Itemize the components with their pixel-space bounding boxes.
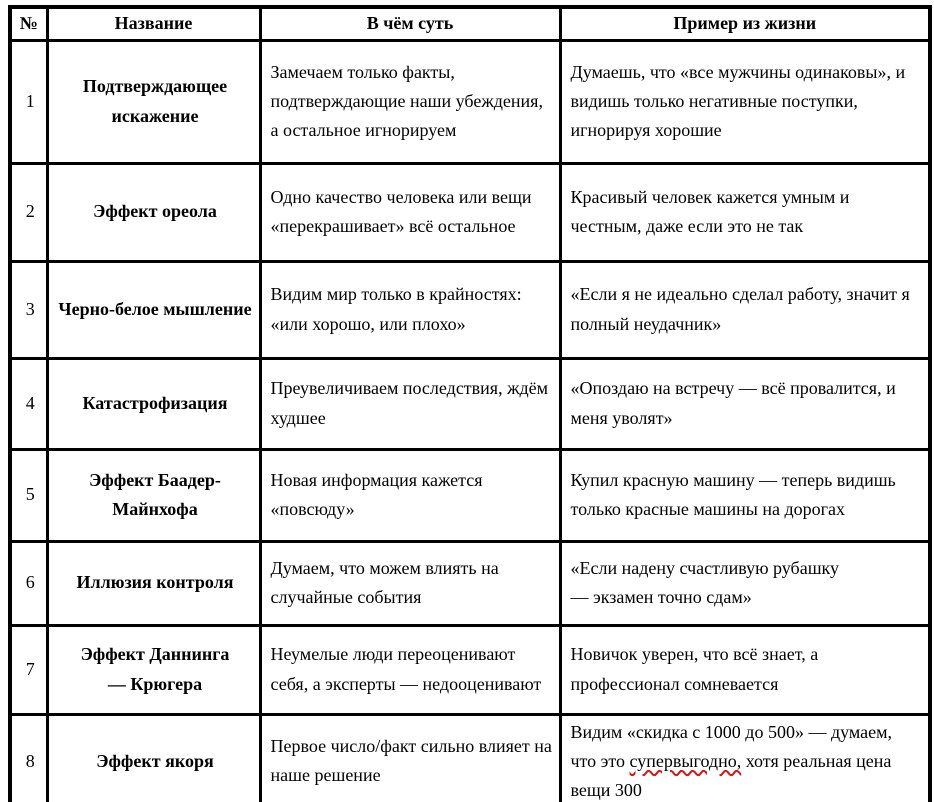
header-essence: В чём суть (260, 7, 560, 40)
header-num: № (10, 7, 47, 40)
bias-example-cell: Думаешь, что «все мужчины одинаковы», и видишь только негативные поступки, игнорируя хорошие (560, 40, 930, 163)
table-header-row (10, 7, 930, 40)
table-row (10, 449, 930, 541)
bias-name-cell: Эффект якоря (47, 714, 260, 802)
bias-essence-cell: Первое число/факт сильно влияет на наше решение (260, 714, 560, 802)
row-number-cell: 3 (10, 261, 47, 358)
bias-example-cell: «Если надену счастливую рубашку — экзамен точно сдам» (560, 541, 930, 625)
row-number-cell: 4 (10, 358, 47, 449)
bias-example-cell (560, 714, 930, 802)
row-number-cell: 5 (10, 449, 47, 541)
table-row (10, 163, 930, 261)
bias-name-cell: Иллюзия контроля (47, 541, 260, 625)
bias-example-cell: Купил красную машину — теперь видишь только красные машины на дорогах (560, 449, 930, 541)
bias-essence-cell: Одно качество человека или вещи «перекрашивает» всё остальное (260, 163, 560, 261)
table-row (10, 541, 930, 625)
bias-name-cell: Эффект ореола (47, 163, 260, 261)
bias-name-cell: Подтверждающее искажение (47, 40, 260, 163)
row-number-cell: 8 (10, 714, 47, 802)
row-number-cell: 7 (10, 625, 47, 714)
cognitive-biases-table (8, 5, 932, 802)
bias-name-cell: Эффект Даннинга — Крюгера (47, 625, 260, 714)
table-row (10, 261, 930, 358)
table-row (10, 625, 930, 714)
bias-example-cell: «Опоздаю на встречу — всё провалится, и меня уволят» (560, 358, 930, 449)
bias-essence-cell: Замечаем только факты, подтверждающие наши убеждения, а остальное игнорируем (260, 40, 560, 163)
example-text-before: Видим «скидка с 1000 до 500» — думаем, что это (570, 721, 893, 771)
bias-name-cell: Эффект Баадер-Майнхофа (47, 449, 260, 541)
bias-name-cell: Катастрофизация (47, 358, 260, 449)
bias-example-cell: «Если я не идеально сделал работу, значит я полный неудачник» (560, 261, 930, 358)
header-example: Пример из жизни (560, 7, 930, 40)
bias-example-cell: Красивый человек кажется умным и честным, даже если это не так (560, 163, 930, 261)
table-row (10, 40, 930, 163)
row-number-cell: 2 (10, 163, 47, 261)
table-row (10, 714, 930, 802)
bias-example-cell: Новичок уверен, что всё знает, а профессионал сомневается (560, 625, 930, 714)
bias-essence-cell: Преувеличиваем последствия, ждём худшее (260, 358, 560, 449)
table-row (10, 358, 930, 449)
bias-essence-cell: Неумелые люди переоценивают себя, а эксперты — недооценивают (260, 625, 560, 714)
bias-essence-cell: Новая информация кажется «повсюду» (260, 449, 560, 541)
example-text-after: хотя реальная цена вещи 300 (570, 750, 892, 800)
misspelled-word: супервыгодно, (629, 750, 742, 771)
row-number-cell: 1 (10, 40, 47, 163)
bias-essence-cell: Видим мир только в крайностях: «или хорошо, или плохо» (260, 261, 560, 358)
bias-essence-cell: Думаем, что можем влиять на случайные события (260, 541, 560, 625)
row-number-cell: 6 (10, 541, 47, 625)
bias-name-cell: Черно-белое мышление (47, 261, 260, 358)
header-name: Название (47, 7, 260, 40)
